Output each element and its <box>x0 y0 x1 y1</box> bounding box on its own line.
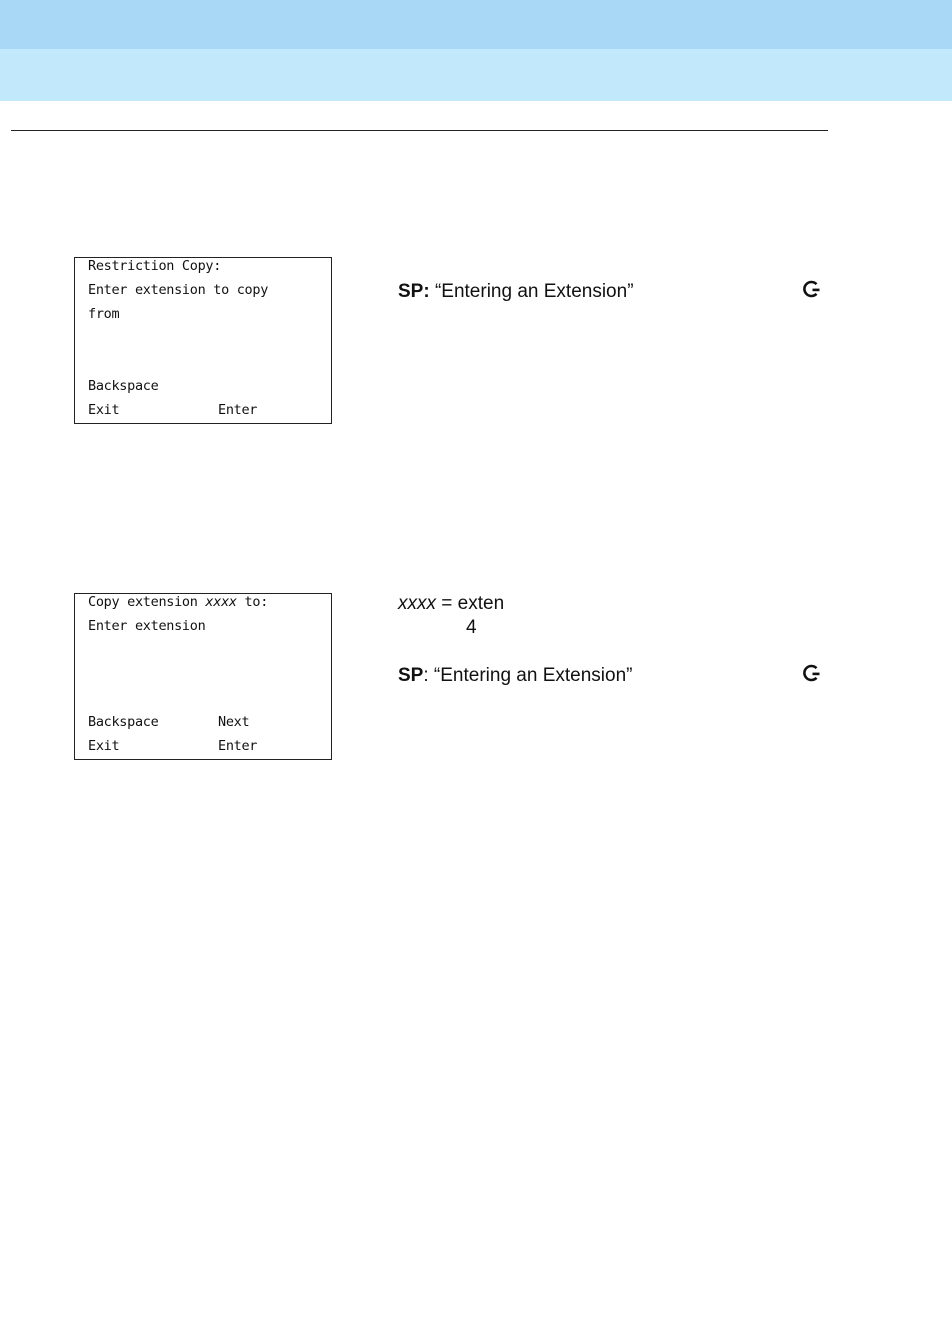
return-arrow-icon <box>801 279 821 299</box>
header-band-bottom <box>0 49 952 101</box>
screen-title-prefix: Copy extension <box>88 594 206 610</box>
exit-softkey[interactable]: Exit <box>88 738 120 754</box>
enter-softkey[interactable]: Enter <box>218 738 258 754</box>
backspace-softkey[interactable]: Backspace <box>88 714 159 730</box>
note-entering-extension <box>398 665 632 687</box>
note-label: SP: <box>398 281 430 302</box>
note-label: SP <box>398 665 424 686</box>
screen-prompt-line: from <box>88 306 120 322</box>
next-softkey[interactable]: Next <box>218 714 250 730</box>
exit-softkey[interactable]: Exit <box>88 402 120 418</box>
note-text: : “Entering an Extension” <box>423 665 633 686</box>
screen-title: Restriction Copy: <box>88 258 222 274</box>
display-screen-restriction-copy <box>74 257 332 424</box>
screen-prompt-line: Enter extension <box>88 618 206 634</box>
screen-title-suffix: to: <box>236 594 269 610</box>
note-variable-definition <box>398 593 504 615</box>
return-arrow-icon <box>801 663 821 683</box>
display-screen-copy-extension <box>74 593 332 760</box>
screen-title <box>88 594 268 610</box>
screen-prompt-line: Enter extension to copy <box>88 282 269 298</box>
screen-title-variable: xxxx <box>205 594 237 610</box>
note-text: “Entering an Extension” <box>429 281 634 302</box>
note-variable-line2: 4 <box>466 617 477 638</box>
header-band-top <box>0 0 952 49</box>
enter-softkey[interactable]: Enter <box>218 402 258 418</box>
header-rule <box>11 130 828 131</box>
note-variable: xxxx <box>398 593 436 614</box>
note-variable-text: = exten <box>436 593 505 614</box>
backspace-softkey[interactable]: Backspace <box>88 378 159 394</box>
note-entering-extension <box>398 281 634 303</box>
